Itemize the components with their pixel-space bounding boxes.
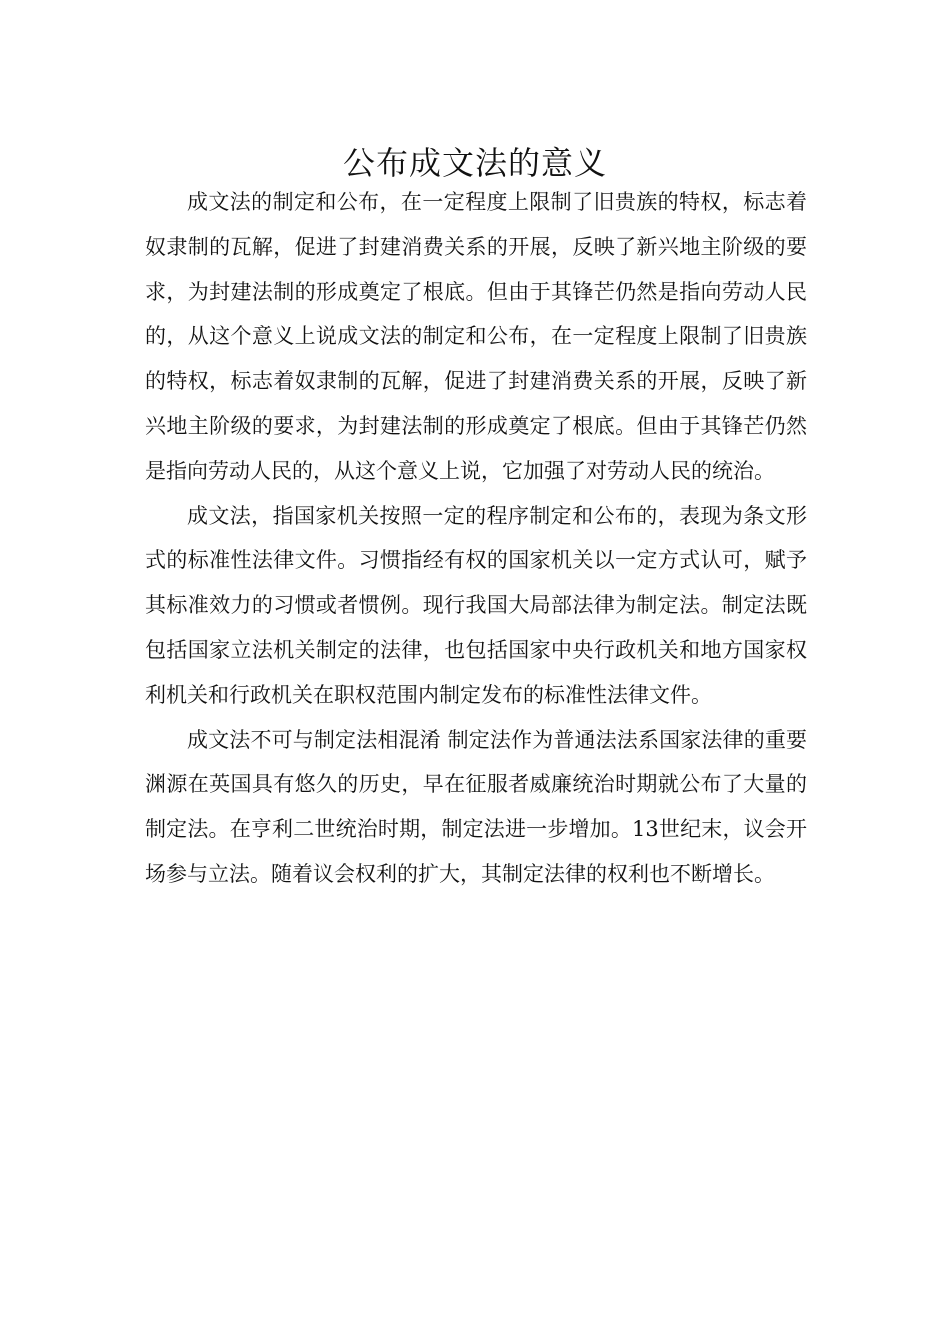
paragraph-3: 成文法不可与制定法相混淆 制定法作为普通法法系国家法律的重要渊源在英国具有悠久的历史，早在征服者威廉统治时期就公布了大量的制定法。在亨利二世统治时期，制定法进一步增加。13世纪末，议会开场参与立法。随着议会权利的扩大，其制定法律的权利也不断增长。 [145,727,807,886]
paragraph-1: 成文法的制定和公布，在一定程度上限制了旧贵族的特权，标志着奴隶制的瓦解，促进了封建消费关系的开展，反映了新兴地主阶级的要求，为封建法制的形成奠定了根底。但由于其锋芒仍然是指向劳动人民的，从这个意义上说成文法的制定和公布，在一定程度上限制了旧贵族的特权，标志着奴隶制的瓦解，促进了封建消费关系的开展，反映了新兴地主阶级的要求，为封建法制的形成奠定了根底。但由于其锋芒仍然是指向劳动人民的，从这个意义上说，它加强了对劳动人民的统治。 [145,190,807,483]
document-title: 公布成文法的意义 [342,144,607,183]
paragraph-2: 成文法，指国家机关按照一定的程序制定和公布的，表现为条文形式的标准性法律文件。习惯指经有权的国家机关以一定方式认可，赋予其标准效力的习惯或者惯例。现行我国大局部法律为制定法。制定法既包括国家立法机关制定的法律，也包括国家中央行政机关和地方国家权利机关和行政机关在职权范围内制定发布的标准性法律文件。 [145,503,807,707]
document-body [145,180,807,897]
